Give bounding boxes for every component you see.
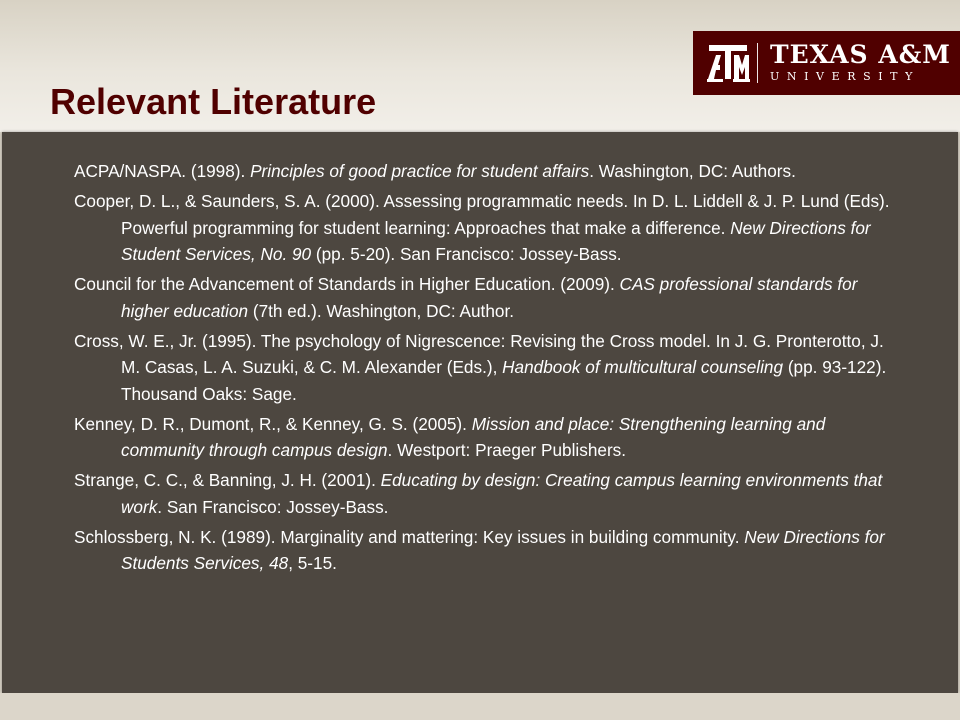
reference-italic-text: New Directions for Student Services, No. 90: [121, 217, 871, 264]
atm-logo-icon: [705, 40, 751, 86]
reference-italic-text: New Directions for Students Services, 48: [121, 526, 885, 573]
reference-text: Strange, C. C., & Banning, J. H. (2001).: [74, 470, 381, 490]
reference-item: [74, 524, 894, 577]
logo-line-university: UNIVERSITY: [770, 70, 920, 83]
reference-item: [74, 188, 894, 268]
reference-text: Council for the Advancement of Standards in Higher Education. (2009).: [74, 274, 620, 294]
reference-italic-text: Principles of good practice for student affairs: [250, 161, 590, 181]
reference-italic-text: CAS professional standards for higher education: [121, 274, 858, 321]
reference-text: Cooper, D. L., & Saunders, S. A. (2000). Assessing programmatic needs. In D. L. Liddell & J. P. Lund (Eds). Powerful programming for student learning: Approaches that make a difference.: [74, 191, 890, 238]
reference-text: Kenney, D. R., Dumont, R., & Kenney, G. S. (2005).: [74, 413, 472, 434]
reference-item: [74, 158, 894, 185]
logo-line-texas-am: TEXAS A&M: [770, 40, 951, 69]
logo-wordmark: [770, 42, 951, 84]
reference-italic-text: Handbook of multicultural counseling: [502, 357, 784, 377]
reference-item: [74, 467, 894, 520]
reference-item: [74, 411, 894, 464]
reference-text: (pp. 93-122). Thousand Oaks: Sage.: [121, 357, 887, 404]
reference-text: , 5-15.: [288, 553, 337, 573]
reference-item: [74, 328, 894, 408]
reference-italic-text: Mission and place: Strengthening learning and community through campus design: [121, 413, 826, 460]
reference-text: ACPA/NASPA. (1998).: [74, 161, 251, 181]
reference-text: Cross, W. E., Jr. (1995). The psychology of Nigrescence: Revising the Cross model. In J. G. Pronterotto, J. M. Casas, L. A. Suzuki, & C. M. Alexander (Eds.),: [74, 330, 884, 377]
university-logo: [693, 31, 960, 95]
reference-text: . Washington, DC: Authors.: [589, 161, 796, 181]
reference-italic-text: Educating by design: Creating campus learning environments that work: [121, 470, 883, 517]
footer-band: [0, 693, 960, 720]
reference-list: [74, 158, 894, 580]
slide-title: Relevant Literature: [50, 81, 377, 122]
reference-text: . Westport: Praeger Publishers.: [387, 440, 627, 460]
reference-item: [74, 271, 894, 324]
reference-text: Schlossberg, N. K. (1989). Marginality and mattering: Key issues in building community.: [74, 526, 745, 547]
reference-text: (7th ed.). Washington, DC: Author.: [248, 300, 514, 321]
logo-divider: [757, 43, 758, 83]
reference-text: . San Francisco: Jossey-Bass.: [157, 496, 389, 517]
reference-text: (pp. 5-20). San Francisco: Jossey-Bass.: [311, 244, 622, 264]
